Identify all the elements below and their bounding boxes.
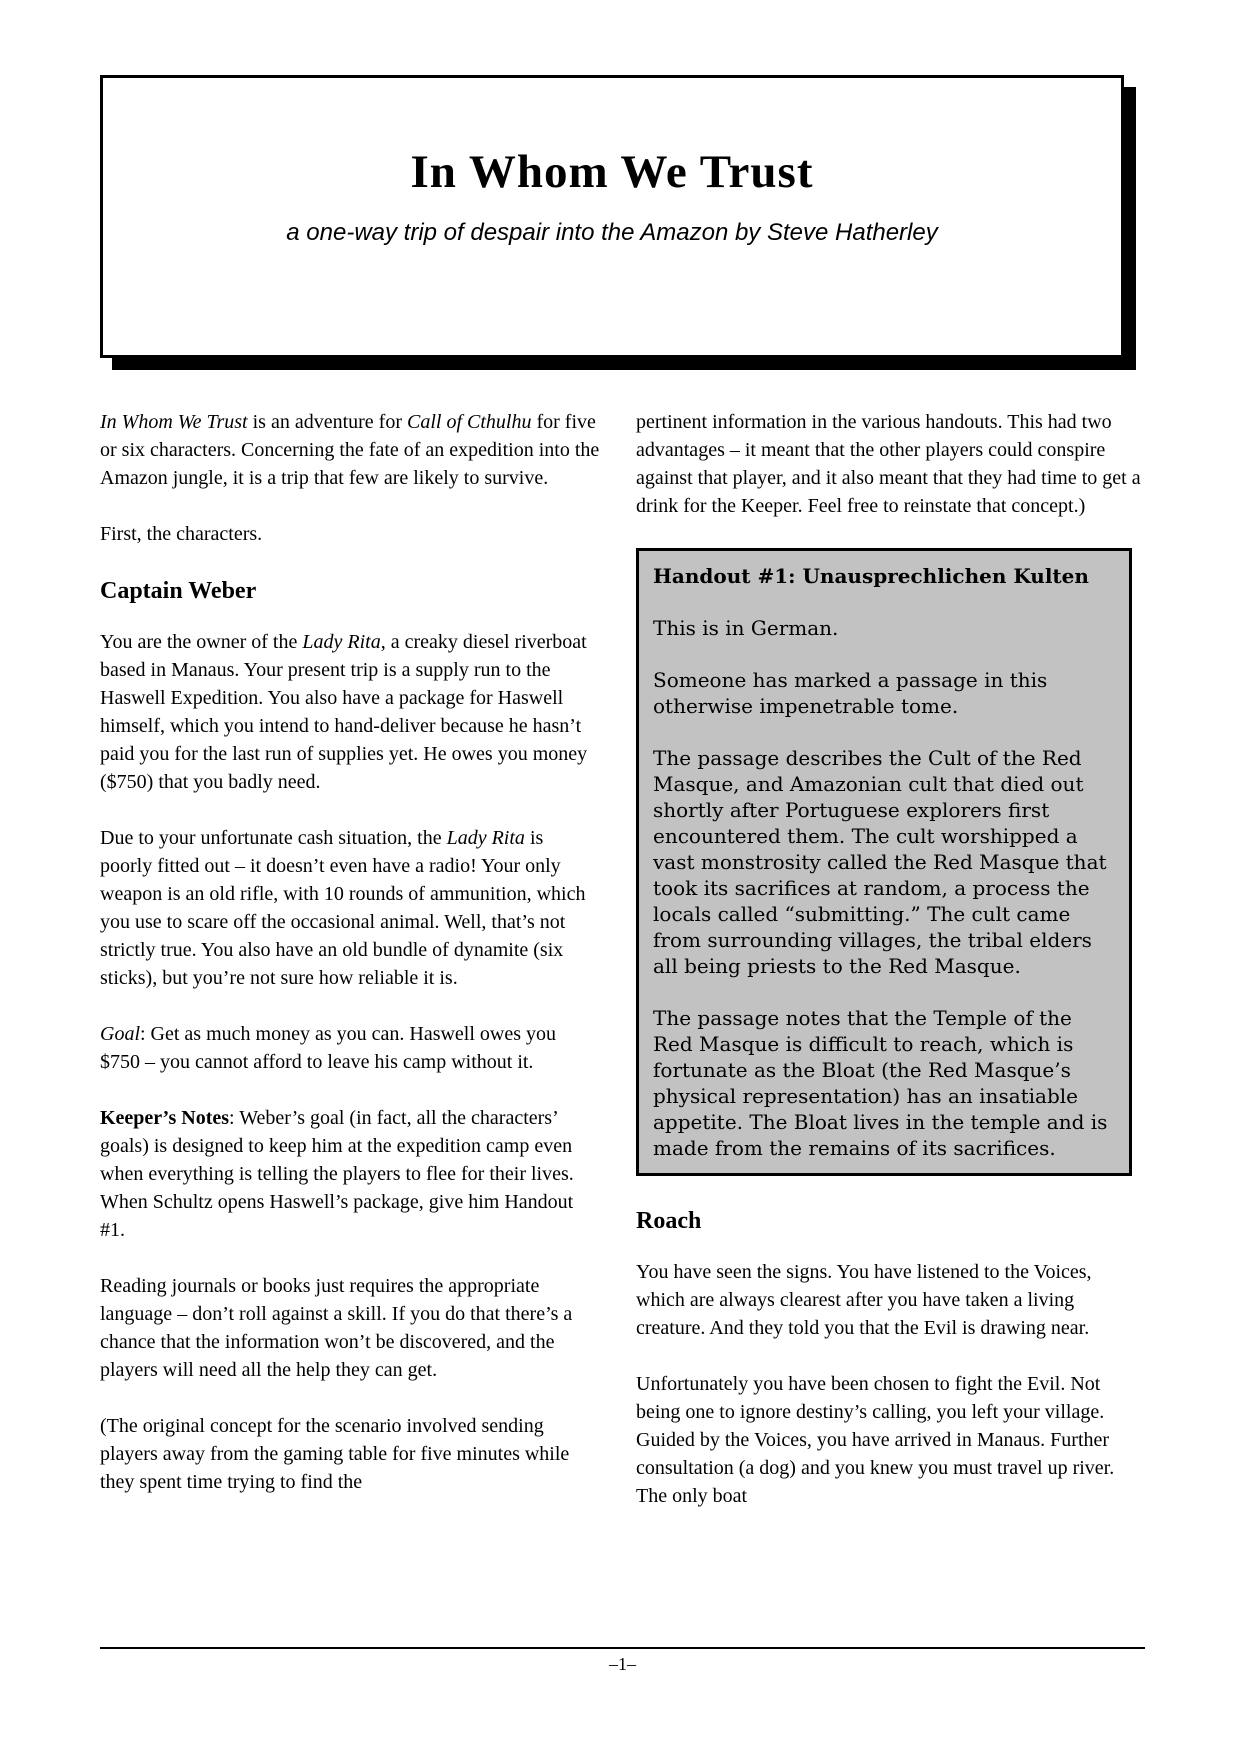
handout-paragraph: The passage describes the Cult of the Red Masque, and Amazonian cult that died out shortly after Portuguese explorers first encountered them. The cult worshipped a vast monstrosity called the Red Masque that took its sacrifices at random, a process the locals called “submitting.” The cult came from surrounding villages, the tribal elders all being priests to the Red Masque. bbox=[653, 746, 1107, 978]
handout-paragraph: The passage notes that the Temple of the Red Masque is difficult to reach, which is fortunate as the Bloat (the Red Masque’s physical representation) has an insatiable appetite. The Bloat lives in the temple and is made from the remains of its sacrifices. bbox=[653, 1006, 1108, 1160]
page-footer bbox=[100, 1647, 1145, 1675]
paragraph: In Whom We Trust is an adventure for Call of Cthulhu for five or six characters. Concerning the fate of an expedition into the Amazon jungle, it is a trip that few are likely to survive. bbox=[100, 411, 600, 489]
page-title: In Whom We Trust bbox=[410, 146, 814, 198]
handout-paragraph: This is in German. bbox=[653, 616, 839, 640]
paragraph: (The original concept for the scenario involved sending players away from the gaming table for five minutes while they spent time trying to find the bbox=[100, 1415, 570, 1493]
paragraph: Unfortunately you have been chosen to fight the Evil. Not being one to ignore destiny’s calling, you left your village. Guided by the Voices, you have arrived in Manaus. Further consultation (a dog) and you knew you must travel up river. The only boat bbox=[636, 1373, 1115, 1507]
paragraph: Reading journals or books just requires the appropriate language – don’t roll against a skill. If you do that there’s a chance that the information won’t be discovered, and the players will need all the help they can get. bbox=[100, 1275, 573, 1381]
left-column bbox=[100, 408, 600, 1538]
paragraph: pertinent information in the various handouts. This had two advantages – it meant that the other players could conspire against that player, and it also meant that they had time to get a drink for the Keeper. Feel free to reinstate that concept.) bbox=[636, 411, 1141, 517]
section-heading-roach: Roach bbox=[636, 1208, 702, 1234]
two-column-body bbox=[100, 408, 1145, 1538]
paragraph: Due to your unfortunate cash situation, the Lady Rita is poorly fitted out – it doesn’t even have a radio! Your only weapon is an old rifle, with 10 rounds of ammunition, which you use to scare off the occasional animal. Well, that’s not strictly true. You also have an old bundle of dynamite (six sticks), but you’re not sure how reliable it is. bbox=[100, 827, 586, 989]
paragraph: You are the owner of the Lady Rita, a creaky diesel riverboat based in Manaus. Your present trip is a supply run to the Haswell Expedition. You also have a package for Haswell himself, which you intend to hand-deliver because he hasn’t paid you for the last run of supplies yet. He owes you money ($750) that you badly need. bbox=[100, 631, 588, 793]
handout-title: Handout #1: Unausprechlichen Kulten bbox=[653, 564, 1089, 588]
handout-paragraph: Someone has marked a passage in this otherwise impenetrable tome. bbox=[653, 668, 1048, 718]
paragraph: First, the characters. bbox=[100, 523, 263, 545]
paragraph: Keeper’s Notes: Weber’s goal (in fact, all the characters’ goals) is designed to keep him at the expedition camp even when everything is telling the players to flee for their lives. When Schultz opens Haswell’s package, give him Handout #1. bbox=[100, 1107, 574, 1241]
handout-box bbox=[636, 548, 1132, 1176]
page-number: –1– bbox=[609, 1654, 636, 1674]
section-heading-captain-weber: Captain Weber bbox=[100, 578, 257, 604]
page-subtitle: a one-way trip of despair into the Amazon by Steve Hatherley bbox=[286, 219, 938, 246]
paragraph: You have seen the signs. You have listened to the Voices, which are always clearest after you have taken a living creature. And they told you that the Evil is drawing near. bbox=[636, 1261, 1092, 1339]
paragraph: Goal: Get as much money as you can. Haswell owes you $750 – you cannot afford to leave his camp without it. bbox=[100, 1023, 557, 1073]
right-column bbox=[636, 408, 1145, 1538]
title-box bbox=[100, 75, 1124, 358]
